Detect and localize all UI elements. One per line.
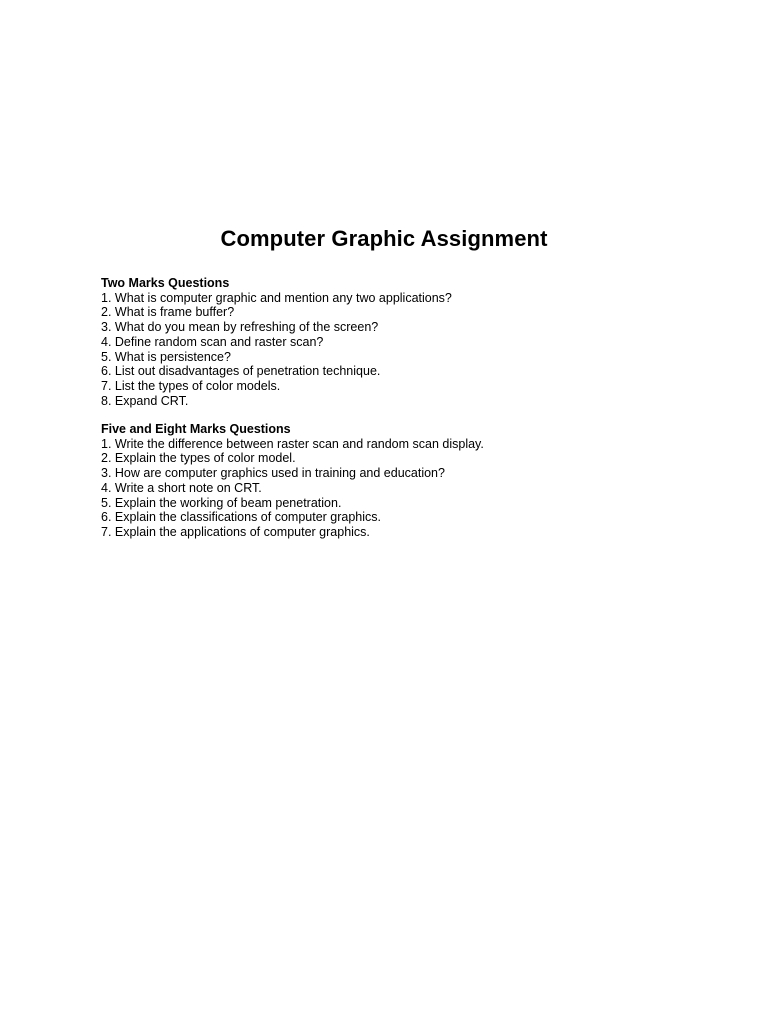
five-eight-marks-question-list: [101, 437, 701, 540]
question-item: 7. List the types of color models.: [101, 378, 281, 393]
question-item: 2. What is frame buffer?: [101, 305, 235, 320]
five-eight-marks-section: [101, 422, 701, 540]
question-item: 5. What is persistence?: [101, 349, 231, 364]
question-item: 3. How are computer graphics used in training and education?: [101, 466, 445, 481]
question-item: 1. Write the difference between raster scan and random scan display.: [101, 436, 484, 451]
five-eight-marks-heading: Five and Eight Marks Questions: [101, 422, 291, 436]
two-marks-section: [101, 276, 701, 408]
question-item: 3. What do you mean by refreshing of the screen?: [101, 320, 379, 335]
question-item: 1. What is computer graphic and mention any two applications?: [101, 290, 452, 305]
two-marks-heading: Two Marks Questions: [101, 276, 230, 290]
question-item: 5. Explain the working of beam penetration.: [101, 495, 342, 510]
question-item: 4. Define random scan and raster scan?: [101, 334, 324, 349]
question-item: 6. List out disadvantages of penetration technique.: [101, 364, 381, 379]
question-item: 4. Write a short note on CRT.: [101, 480, 262, 495]
question-item: 6. Explain the classifications of computer graphics.: [101, 510, 381, 525]
question-item: 8. Expand CRT.: [101, 393, 189, 408]
question-item: 2. Explain the types of color model.: [101, 451, 296, 466]
two-marks-question-list: [101, 291, 701, 409]
question-item: 7. Explain the applications of computer graphics.: [101, 524, 370, 539]
document-title: Computer Graphic Assignment: [220, 226, 548, 251]
